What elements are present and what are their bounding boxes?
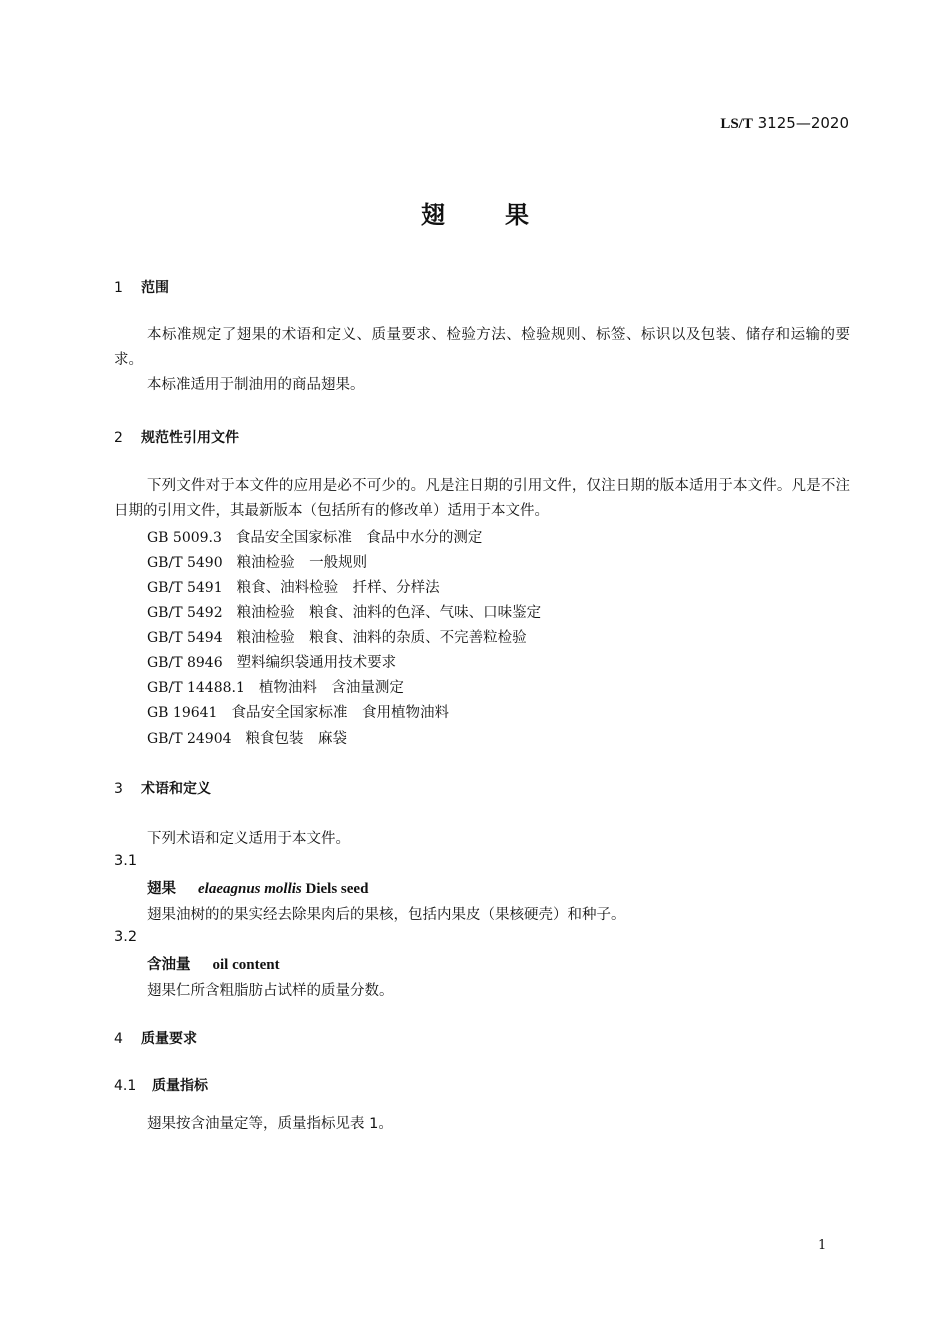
reference-title: 食品安全国家标准 食品中水分的测定 [235, 530, 483, 546]
reference-item [147, 526, 482, 547]
term-entry [147, 953, 280, 974]
reference-code: GB 19641 [147, 705, 218, 721]
subsection-4-1-heading [114, 1075, 208, 1095]
section-title: 术语和定义 [141, 781, 211, 797]
term-english-rest: oil content [212, 957, 280, 973]
section-3-heading [114, 778, 211, 798]
section-number: 2 [114, 430, 123, 446]
doc-prefix: LS/T [720, 116, 753, 132]
reference-title: 植物油料 含油量测定 [258, 680, 404, 696]
scope-paragraph-1: 本标准规定了翅果的术语和定义、质量要求、检验方法、检验规则、标签、标识以及包装、储存和运输的要求。 [114, 327, 850, 368]
clause-number: 3.1 [114, 853, 138, 869]
section-4-heading [114, 1028, 197, 1048]
section-number: 4 [114, 1031, 123, 1047]
subsection-number: 4.1 [114, 1078, 137, 1094]
doc-number-value: 3125—2020 [757, 114, 849, 132]
section-title: 规范性引用文件 [141, 430, 239, 446]
reference-code: GB/T 5491 [147, 580, 223, 596]
reference-title: 食品安全国家标准 食用植物油料 [231, 705, 449, 721]
reference-title: 粮油检验 一般规则 [236, 555, 368, 571]
section-title: 质量要求 [141, 1031, 197, 1047]
term-english [213, 957, 280, 973]
reference-item [147, 601, 541, 622]
reference-title: 粮食、油料检验 扦样、分样法 [236, 580, 440, 596]
reference-title: 粮油检验 粮食、油料的色泽、气味、口味鉴定 [236, 605, 542, 621]
references-intro: 下列文件对于本文件的应用是必不可少的。凡是注日期的引用文件，仅注日期的版本适用于本文件。凡是不注日期的引用文件，其最新版本（包括所有的修改单）适用于本文件。 [114, 478, 850, 519]
subsection-title: 质量指标 [152, 1078, 208, 1094]
term-definition: 翅果仁所含粗脂肪占试样的质量分数。 [147, 983, 394, 999]
document-title: 翅果 [421, 201, 589, 229]
reference-item [147, 676, 404, 697]
clause-number: 3.2 [114, 929, 138, 945]
term-entry [147, 877, 368, 898]
term-definition: 翅果油树的的果实经去除果肉后的果核，包括内果皮（果核硬壳）和种子。 [147, 907, 626, 923]
reference-item [147, 727, 347, 748]
section-title: 范围 [141, 280, 169, 296]
reference-code: GB/T 5494 [147, 630, 223, 646]
term-latin: elaeagnus mollis [198, 881, 302, 897]
reference-title: 粮食包装 麻袋 [245, 731, 348, 747]
reference-item [147, 626, 527, 647]
reference-code: GB 5009.3 [147, 530, 222, 546]
page-number: 1 [818, 1238, 827, 1253]
term-chinese: 翅果 [147, 881, 176, 897]
term-english-rest: Diels seed [305, 881, 369, 897]
document-number [720, 114, 849, 133]
term-english [198, 881, 368, 897]
section-number: 3 [114, 781, 123, 797]
section-number: 1 [114, 280, 123, 296]
reference-code: GB/T 14488.1 [147, 680, 245, 696]
section-1-heading [114, 277, 169, 297]
reference-title: 粮油检验 粮食、油料的杂质、不完善粒检验 [236, 630, 527, 646]
reference-code: GB/T 24904 [147, 731, 232, 747]
reference-title: 塑料编织袋通用技术要求 [236, 655, 397, 671]
reference-item [147, 576, 440, 597]
term-chinese: 含油量 [147, 957, 191, 973]
terms-intro: 下列术语和定义适用于本文件。 [147, 831, 350, 847]
reference-code: GB/T 5490 [147, 555, 223, 571]
reference-item [147, 551, 367, 572]
reference-item [147, 651, 396, 672]
scope-paragraph-2: 本标准适用于制油用的商品翅果。 [147, 377, 365, 393]
reference-item [147, 701, 449, 722]
section-2-heading [114, 427, 239, 447]
reference-code: GB/T 5492 [147, 605, 223, 621]
reference-code: GB/T 8946 [147, 655, 223, 671]
quality-index-text: 翅果按含油量定等，质量指标见表 1。 [147, 1116, 393, 1132]
